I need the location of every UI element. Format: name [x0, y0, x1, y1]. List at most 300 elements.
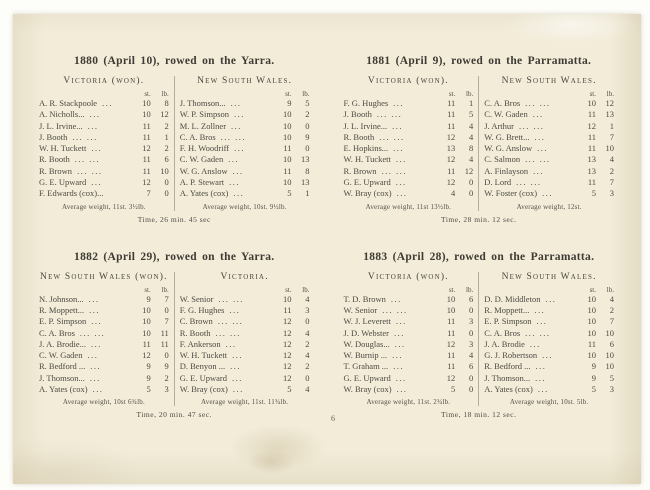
weight-pounds: 2	[609, 304, 614, 315]
crew-row	[344, 328, 474, 339]
dot-leader: ...	[233, 188, 245, 199]
dot-leader: ...	[535, 372, 547, 383]
weight-pounds: 3	[469, 338, 474, 349]
unit-st-label: st.	[144, 90, 151, 98]
weight-pounds: 0	[469, 327, 474, 338]
team-header: Victoria (won).	[367, 271, 449, 282]
weight-stones: 10	[142, 98, 151, 108]
crew-row	[39, 316, 169, 327]
race-time: Time, 26 min. 45 sec	[137, 214, 211, 224]
weight-pounds: 3	[305, 304, 310, 315]
weight-stones: 11	[447, 120, 456, 131]
weight-stones: 5	[591, 188, 596, 199]
weight-pounds: 4	[469, 350, 474, 361]
dot-leader: ...	[92, 384, 104, 395]
weight-units-header	[484, 90, 614, 98]
weight-stones: 10	[142, 109, 151, 120]
dot-leader: ... ...	[525, 98, 551, 108]
crew-row	[180, 339, 310, 350]
weight-pounds: 1	[609, 120, 614, 131]
weight-pounds: 10	[160, 165, 169, 176]
weight-stones: 10	[283, 131, 292, 142]
weight-stones: 11	[283, 165, 292, 176]
average-weight: Average weight, 11st 13½lb.	[365, 202, 452, 211]
weight-stones: 11	[587, 109, 596, 120]
dot-leader: ...	[230, 361, 241, 372]
team-header: Victoria (won).	[63, 76, 145, 86]
rower-name: J. Booth	[39, 131, 68, 142]
race-time: Time, 28 min. 12 sec.	[441, 214, 517, 224]
weight-pounds: 4	[609, 154, 614, 165]
weight-pounds: 12	[464, 165, 474, 176]
rower-name: J. Thomson...	[39, 372, 85, 383]
crew-row	[484, 109, 614, 120]
dot-leader: ... ...	[77, 165, 103, 176]
weight-pounds: 4	[469, 120, 474, 131]
crew-row	[484, 121, 614, 132]
dot-leader: ...	[91, 338, 102, 349]
crew-row	[344, 132, 474, 143]
rower-name: G. E. Upward	[39, 177, 87, 188]
rower-name: C. W. Gaden	[39, 350, 83, 361]
average-weight: Average weight, 10st. 9½lb.	[202, 202, 287, 211]
dot-leader: ...	[536, 316, 548, 327]
weight-pounds: 9	[305, 131, 310, 142]
rower-name: W. Senior	[179, 293, 214, 304]
dot-leader: ...	[228, 154, 240, 165]
rower-name: D. Lord	[484, 177, 512, 188]
weight-stones: 10	[587, 316, 596, 327]
weight-pounds: 6	[469, 361, 474, 372]
rower-name: E. P. Simpson	[39, 316, 87, 327]
weight-units-header	[180, 90, 310, 98]
rower-name: J. Thomson...	[484, 372, 531, 383]
weight-stones: 13	[587, 154, 596, 165]
rower-name: R. Bedford ...	[484, 361, 531, 372]
race-time: Time, 20 min. 47 sec.	[136, 410, 212, 420]
unit-lb-label: lb.	[466, 90, 474, 98]
rower-name: R. Moppett...	[39, 304, 85, 315]
crew-row	[344, 373, 474, 384]
crew-column-nsw	[478, 76, 619, 211]
race-section-1881	[339, 55, 620, 224]
unit-st-label: st.	[285, 285, 292, 294]
dot-leader: ... ...	[381, 165, 407, 176]
weight-stones: 10	[283, 120, 292, 131]
weight-units-header	[344, 286, 474, 294]
weight-pounds: 10	[605, 327, 614, 338]
weight-stones: 5	[451, 384, 456, 395]
weight-stones: 11	[447, 327, 456, 338]
crew-row	[180, 384, 310, 395]
dot-leader: ...	[393, 361, 405, 372]
crew-row	[39, 328, 169, 339]
crew-row	[39, 350, 169, 361]
crew-row	[39, 109, 169, 120]
crew-rows	[39, 294, 169, 396]
crew-row	[180, 132, 310, 143]
weight-stones: 12	[446, 177, 456, 188]
crew-row	[180, 328, 310, 339]
weight-pounds: 4	[609, 293, 614, 304]
rower-name: R. Booth	[343, 131, 375, 142]
weight-pounds: 3	[609, 188, 614, 199]
rower-name: C. A. Bros	[484, 98, 521, 108]
weight-pounds: 4	[305, 327, 310, 338]
dot-leader: ...	[542, 188, 553, 199]
weight-stones: 11	[283, 304, 292, 315]
weight-pounds: 5	[469, 109, 474, 120]
weight-stones: 5	[287, 384, 292, 395]
dot-leader: ...	[537, 143, 548, 154]
crew-row	[180, 373, 310, 384]
dot-leader: ...	[545, 293, 557, 304]
dot-leader: ... ...	[79, 327, 106, 338]
weight-stones: 11	[447, 316, 456, 327]
weight-pounds: 0	[305, 143, 310, 154]
weight-pounds: 0	[469, 372, 474, 383]
weight-pounds: 0	[469, 304, 474, 315]
crew-row	[344, 350, 474, 361]
weight-stones: 10	[283, 293, 292, 304]
dot-leader: ...	[231, 120, 242, 131]
weight-pounds: 7	[609, 177, 614, 188]
crew-row	[484, 177, 614, 188]
rower-name: W. Foster (cox)	[484, 188, 538, 199]
crew-row	[180, 188, 310, 199]
weight-stones: 12	[283, 327, 292, 338]
dot-leader: ...	[231, 372, 243, 383]
crew-row	[39, 373, 169, 384]
weight-stones: 12	[446, 154, 456, 165]
average-weight: Average weight, 11st. 11¾lb.	[201, 398, 289, 407]
weight-stones: 10	[142, 316, 151, 327]
unit-st-label: st.	[448, 285, 456, 294]
weight-pounds: 0	[305, 120, 310, 131]
rower-name: E. P. Simpson	[484, 316, 532, 327]
weight-pounds: 0	[164, 350, 169, 361]
rower-name: W. H. Tuckett	[39, 143, 87, 154]
crew-row	[39, 305, 169, 316]
weight-stones: 13	[446, 143, 456, 154]
rower-name: W. G. Anslow	[484, 143, 533, 154]
rower-name: W. H. Tuckett	[179, 350, 228, 361]
rower-name: J. Thomson...	[179, 98, 226, 108]
dot-leader: ...	[232, 165, 244, 176]
rower-name: G. J. Robertson	[484, 350, 538, 361]
weight-stones: 11	[447, 109, 456, 120]
weight-stones: 11	[587, 131, 596, 142]
dot-leader: ... ...	[519, 120, 545, 131]
dot-leader: ...	[91, 177, 103, 188]
rower-name: T. D. Brown	[343, 293, 386, 304]
rower-name: G. E. Upward	[343, 372, 391, 383]
dot-leader: ...	[87, 350, 99, 361]
rower-name: C. A. Bros	[179, 131, 216, 142]
dot-leader: ...	[232, 350, 244, 361]
weight-stones: 12	[283, 316, 292, 327]
crew-row	[180, 143, 310, 154]
weight-pounds: 7	[609, 131, 614, 142]
dot-leader: ...	[229, 177, 241, 188]
weight-stones: 11	[283, 143, 292, 154]
weight-pounds: 11	[160, 338, 169, 349]
rower-name: W. H. Tuckett	[343, 154, 391, 165]
rower-name: W. Bray (cox)	[343, 188, 392, 199]
dot-leader: ...	[537, 384, 549, 395]
weight-stones: 12	[283, 350, 292, 361]
crew-row	[344, 109, 474, 120]
weight-pounds: 2	[609, 165, 614, 176]
rower-name: C. A. Bros	[484, 327, 521, 338]
crew-rows	[39, 98, 169, 200]
crew-row	[344, 316, 474, 327]
rower-name: D. D. Middleton	[484, 293, 541, 304]
weight-pounds: 2	[164, 143, 169, 154]
weight-stones: 5	[146, 384, 151, 395]
crew-row	[39, 177, 169, 188]
rower-name: C. W. Gaden	[179, 154, 224, 165]
dot-leader: ...	[394, 338, 406, 349]
weight-pounds: 0	[164, 177, 169, 188]
race-time: Time, 18 min. 12 sec.	[441, 410, 517, 420]
weight-pounds: 12	[160, 109, 169, 120]
weight-units-header	[484, 286, 614, 294]
weight-pounds: 9	[164, 361, 169, 372]
crew-rows	[484, 98, 614, 200]
dot-leader: ...	[535, 361, 547, 372]
dot-leader: ...	[87, 120, 99, 131]
weight-pounds: 0	[164, 188, 169, 199]
weight-units-header	[39, 286, 169, 294]
dot-leader: ... ...	[376, 109, 403, 120]
weight-stones: 9	[591, 372, 596, 383]
race-title-1882: 1882 (April 29), rowed on the Yarra.	[74, 250, 275, 263]
unit-lb-label: lb.	[302, 90, 310, 98]
weight-pounds: 1	[469, 98, 474, 108]
weight-pounds: 3	[469, 316, 474, 327]
dot-leader: ...	[395, 316, 407, 327]
crew-row	[344, 339, 474, 350]
crew-column-nsw	[478, 272, 619, 407]
weight-pounds: 12	[605, 98, 614, 108]
page-number: 6	[331, 414, 335, 423]
weight-pounds: 4	[305, 293, 310, 304]
crew-row	[484, 328, 614, 339]
weight-pounds: 10	[605, 361, 614, 372]
weight-pounds: 1	[164, 131, 169, 142]
weight-stones: 10	[283, 109, 292, 120]
weight-pounds: 8	[469, 143, 474, 154]
weight-pounds: 2	[164, 120, 169, 131]
weight-stones: 12	[142, 143, 151, 154]
weight-stones: 12	[446, 131, 456, 142]
dot-leader: ...	[533, 165, 545, 176]
dot-leader: ... ...	[217, 316, 244, 327]
dot-leader: ...	[392, 350, 403, 361]
crew-row	[344, 154, 474, 165]
rower-name: W. J. Leverett	[343, 316, 391, 327]
crew-row	[180, 177, 310, 188]
race-tables-grid	[13, 14, 641, 419]
dot-leader: ... ...	[220, 131, 247, 142]
dot-leader: ... ...	[382, 304, 408, 315]
crew-rows	[180, 98, 310, 200]
dot-leader: ...	[232, 384, 244, 395]
unit-st-label: st.	[589, 285, 596, 294]
weight-pounds: 11	[160, 327, 169, 338]
crew-row	[39, 132, 169, 143]
crew-row	[344, 177, 474, 188]
weight-pounds: 6	[609, 338, 614, 349]
average-weight: Average weight, 10st 6¾lb.	[62, 398, 145, 407]
rower-name: F. Ankerson	[179, 338, 221, 349]
dot-leader: ... ...	[215, 327, 241, 338]
crew-row	[484, 339, 614, 350]
crew-rows	[484, 294, 614, 396]
dot-leader: ...	[88, 293, 100, 304]
weight-stones: 9	[591, 361, 596, 372]
crew-column-victoria	[174, 272, 315, 407]
rower-name: W. Burnip ...	[343, 350, 388, 361]
crew-row	[344, 188, 474, 199]
crew-row	[344, 305, 474, 316]
weight-stones: 11	[447, 361, 456, 372]
dot-leader: ...	[393, 98, 405, 108]
weight-pounds: 13	[301, 154, 310, 165]
crew-row	[39, 384, 169, 395]
weight-pounds: 8	[164, 98, 169, 108]
dot-leader: ...	[102, 98, 113, 108]
crew-row	[39, 143, 169, 154]
crew-row	[39, 361, 169, 372]
rower-name: J. A. Brodie	[484, 338, 525, 349]
weight-stones: 5	[591, 384, 596, 395]
crew-row	[180, 98, 310, 109]
weight-stones: 10	[587, 293, 596, 304]
dot-leader: ...	[532, 109, 544, 120]
rower-name: J. D. Webster	[343, 327, 389, 338]
rower-name: F. G. Hughes	[179, 304, 225, 315]
dot-leader: ...	[225, 338, 237, 349]
rower-name: W. G. Brett...	[484, 131, 530, 142]
rower-name: R. Brown	[343, 165, 377, 176]
unit-lb-label: lb.	[161, 90, 169, 98]
rower-name: M. L. Zollner	[179, 120, 227, 131]
dot-leader: ...	[396, 188, 408, 199]
weight-pounds: 0	[305, 372, 310, 383]
weight-pounds: 6	[164, 154, 169, 165]
weight-stones: 10	[587, 98, 596, 108]
rower-name: E. Hopkins...	[343, 143, 389, 154]
weight-stones: 12	[283, 338, 292, 349]
crew-column-victoria	[34, 76, 174, 211]
dot-leader: ...	[230, 98, 242, 108]
dot-leader: ...	[542, 350, 554, 361]
dot-leader: ... ...	[516, 177, 542, 188]
weight-pounds: 10	[605, 350, 614, 361]
weight-pounds: 5	[305, 98, 310, 108]
crew-row	[484, 154, 614, 165]
weight-units-header	[39, 90, 169, 98]
weight-pounds: 4	[305, 384, 310, 395]
dot-leader: ... ...	[379, 131, 405, 142]
weight-pounds: 4	[469, 131, 474, 142]
rower-name: J. L. Irvine...	[39, 120, 83, 131]
crew-columns	[339, 76, 620, 211]
weight-stones: 10	[446, 304, 456, 315]
team-header: New South Wales.	[501, 76, 597, 86]
crew-rows	[344, 294, 474, 396]
crew-row	[484, 166, 614, 177]
crew-columns	[34, 272, 315, 407]
rower-name: D. Benyon ...	[179, 361, 226, 372]
dot-leader: ...	[89, 109, 101, 120]
weight-stones: 9	[146, 361, 151, 372]
weight-stones: 10	[446, 293, 456, 304]
crew-column-victoria	[339, 272, 479, 407]
rower-name: A. P. Stewart	[179, 177, 225, 188]
weight-stones: 12	[283, 361, 292, 372]
weight-pounds: 13	[605, 109, 614, 120]
crew-row	[344, 143, 474, 154]
rower-name: A. Finlayson	[484, 165, 529, 176]
crew-columns	[34, 76, 315, 211]
weight-pounds: 10	[605, 143, 614, 154]
dot-leader: ...	[91, 143, 103, 154]
dot-leader: ...	[396, 384, 408, 395]
dot-leader: ...	[395, 154, 407, 165]
weight-pounds: 2	[164, 372, 169, 383]
weight-pounds: 4	[469, 154, 474, 165]
crew-row	[344, 384, 474, 395]
crew-row	[484, 132, 614, 143]
team-header: Victoria.	[220, 271, 269, 282]
race-title-1883: 1883 (April 28), rowed on the Parramatta.	[363, 250, 595, 263]
rower-name: W. Senior	[343, 304, 378, 315]
weight-stones: 10	[587, 350, 596, 361]
crew-column-nsw	[174, 76, 315, 211]
weight-stones: 10	[283, 177, 292, 188]
race-section-1880	[34, 55, 315, 224]
rower-name: T. Graham ...	[343, 361, 389, 372]
race-title-1880: 1880 (April 10), rowed on the Yarra.	[74, 55, 275, 67]
weight-stones: 10	[587, 304, 596, 315]
weight-stones: 11	[447, 350, 456, 361]
weight-stones: 11	[587, 338, 596, 349]
weight-pounds: 3	[164, 384, 169, 395]
crew-row	[180, 166, 310, 177]
weight-stones: 10	[142, 327, 151, 338]
unit-lb-label: lb.	[606, 90, 614, 98]
race-title-1881: 1881 (April 9), rowed on the Parramatta.	[366, 55, 592, 67]
rower-name: C. Salmon	[484, 154, 521, 165]
rower-name: N. Johnson...	[39, 293, 84, 304]
weight-pounds: 1	[305, 188, 310, 199]
weight-pounds: 2	[305, 109, 310, 120]
dot-leader: ... ...	[74, 154, 101, 165]
weight-pounds: 0	[469, 188, 474, 199]
crew-row	[180, 154, 310, 165]
crew-row	[39, 98, 169, 109]
rower-name: A. Yates (cox)	[39, 384, 88, 395]
rower-name: C. W. Gaden	[484, 109, 528, 120]
rower-name: W. Bray (cox)	[343, 384, 392, 395]
dot-leader: ... ...	[72, 131, 98, 142]
dot-leader: ...	[534, 304, 546, 315]
rower-name: G. E. Upward	[343, 177, 391, 188]
dot-leader: ... ...	[525, 327, 551, 338]
